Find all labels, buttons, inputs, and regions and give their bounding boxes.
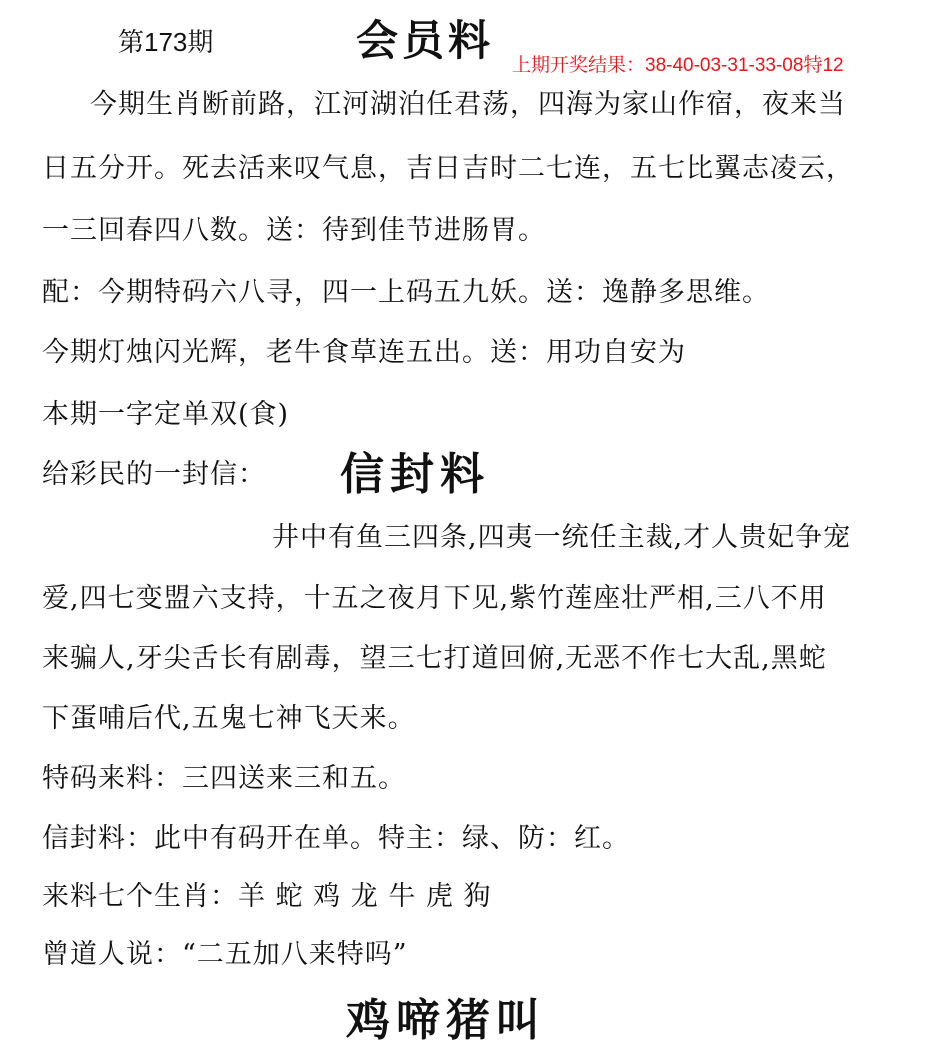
member-poem-line-2: 日五分开。死去活来叹气息，吉日吉时二七连，五七比翼志凌云， bbox=[42, 153, 854, 184]
letter-line-4: 下蛋哺后代,五鬼七神飞天来。 bbox=[42, 703, 416, 734]
zeng-says-line: 曾道人说：“二五加八来特吗” bbox=[42, 939, 408, 970]
issue-number: 第173期 bbox=[118, 27, 214, 57]
member-poem-line-1: 今期生肖断前路，江河湖泊任君荡，四海为家山作宿，夜来当 bbox=[90, 89, 846, 120]
special-code-line: 特码来料：三四送来三和五。 bbox=[42, 763, 406, 794]
one-word-line: 本期一字定单双(食) bbox=[42, 399, 290, 430]
letter-line-1: 井中有鱼三四条,四夷一统任主裁,才人贵妃争宠 bbox=[272, 522, 852, 553]
member-title: 会员料 bbox=[356, 16, 495, 65]
letter-line-2: 爱,四七变盟六支持，十五之夜月下见,紫竹莲座壮严相,三八不用 bbox=[42, 583, 827, 614]
pairing-line: 配：今期特码六八寻，四一上码五九妖。送：逸静多思维。 bbox=[42, 277, 770, 308]
candle-line: 今期灯烛闪光辉，老牛食草连五出。送：用功自安为 bbox=[42, 337, 686, 368]
letter-line-3: 来骗人,牙尖舌长有剧毒，望三七打道回俯,无恶不作七大乱,黑蛇 bbox=[42, 643, 827, 674]
letter-title: 信封料 bbox=[340, 449, 490, 500]
letter-intro: 给彩民的一封信： bbox=[42, 459, 266, 490]
envelope-line: 信封料：此中有码开在单。特主：绿、防：红。 bbox=[42, 823, 630, 854]
member-poem-line-3: 一三回春四八数。送：待到佳节进肠胃。 bbox=[42, 215, 546, 246]
seven-zodiac-line: 来料七个生肖：羊 蛇 鸡 龙 牛 虎 狗 bbox=[42, 881, 492, 912]
footer-title: 鸡啼猪叫 bbox=[346, 995, 546, 1046]
last-draw-result: 上期开奖结果：38-40-03-31-33-08特12 bbox=[512, 55, 844, 76]
